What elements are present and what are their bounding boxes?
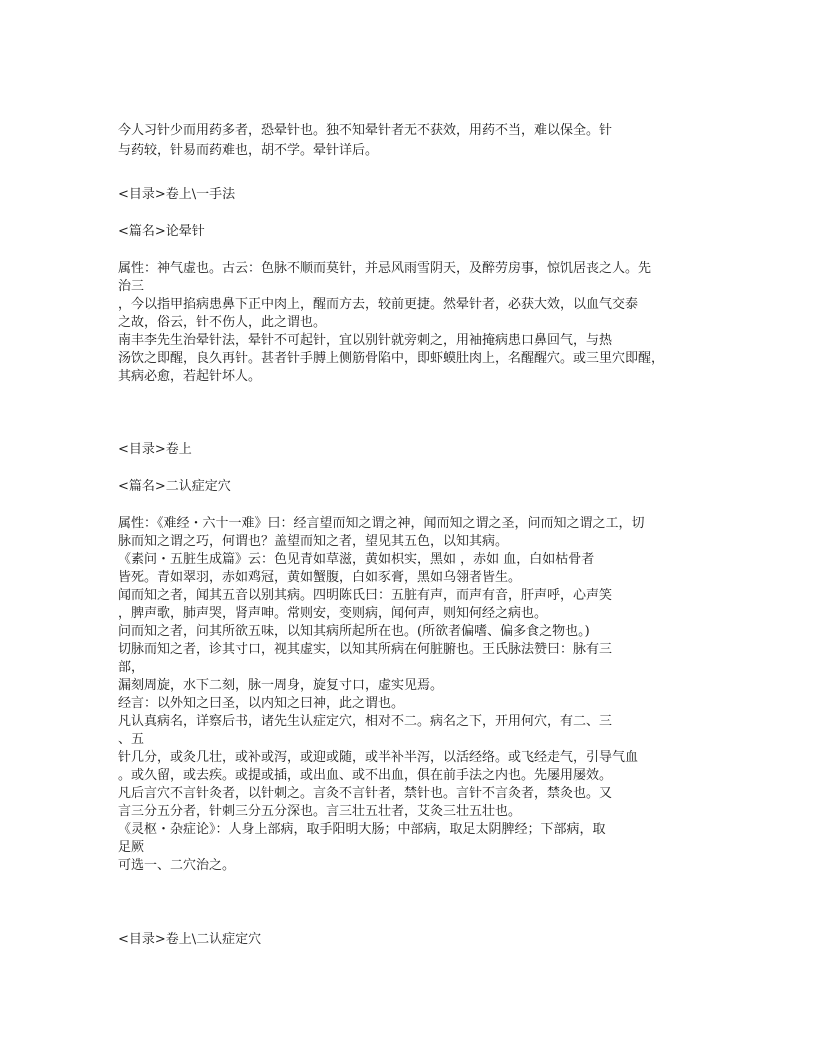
text-line: 。或久留，或去疾。或提或插，或出血、或不出血，俱在前手法之内也。先屡用屡效。 (118, 768, 613, 783)
text-line: 属性：神气虚也。古云：色脉不顺而莫针，并忌风雨雪阴天，及醉劳房事，惊饥居丧之人。先 (118, 261, 652, 276)
text-line: 部， (118, 660, 145, 675)
text-line: 可选一、二穴治之。 (118, 858, 236, 873)
text-line: 问而知之者，问其所欲五味，以知其病所起所在也。(所欲者偏嗜、偏多食之物也。) (118, 624, 590, 639)
text-line: 南丰李先生治晕针法，晕针不可起针，宜以别针就旁刺之，用袖掩病患口鼻回气，与热 (118, 333, 613, 348)
text-line: 闻而知之者，闻其五音以别其病。四明陈氏曰：五脏有声，而声有音，肝声呼，心声笑 (118, 588, 613, 603)
text-line: 《素问・五脏生成篇》云：色见青如草滋，黄如枳实，黑如 ，赤如 血，白如枯骨者 (118, 552, 595, 567)
text-line: ，脾声歌，肺声哭，肾声呻。常则安，变则病，闻何声，则知何经之病也。 (118, 606, 548, 621)
text-line: ，今以指甲掐病患鼻下正中肉上，醒而方去，较前更捷。然晕针者，必获大效，以血气交泰 (118, 297, 639, 312)
text-line: 之故，俗云，针不伤人，此之谓也。 (118, 315, 327, 330)
text-line: 脉而知之谓之巧，何谓也？盖望而知之者，望见其五色，以知其病。 (118, 534, 509, 549)
text-line: 皆死。青如翠羽，赤如鸡冠，黄如蟹腹，白如豕膏，黑如乌翎者皆生。 (118, 570, 522, 585)
text-line: 切脉而知之者，诊其寸口，视其虚实，以知其所病在何脏腑也。王氏脉法赞曰：脉有三 (118, 642, 613, 657)
text-line: 言三分五分者，针刺三分五分深也。言三壮五壮者，艾灸三壮五壮也。 (118, 804, 522, 819)
text-line: 其病必愈，若起针坏人。 (118, 369, 262, 384)
chapter-heading: <篇名>二认症定穴 (118, 479, 231, 494)
catalog-heading: <目录>卷上 (118, 442, 192, 457)
text-line: 经言：以外知之曰圣，以内知之曰神，此之谓也。 (118, 696, 405, 711)
text-line: 今人习针少而用药多者，恐晕针也。独不知晕针者无不获效，用药不当，难以保全。针 (118, 123, 613, 138)
text-line: 漏刻周旋，水下二刻，脉一周身，旋复寸口，虚实见焉。 (118, 678, 444, 693)
text-line: 《灵枢・杂症论》：人身上部病，取手阳明大肠；中部病，取足太阴脾经；下部病，取 (118, 822, 606, 837)
text-line: 针几分，或灸几壮，或补或泻，或迎或随，或半补半泻，以活经络。或飞经走气，引导气血 (118, 750, 639, 765)
text-line: 属性：《难经・六十一难》曰：经言望而知之谓之神，闻而知之谓之圣，问而知之谓之工，切 (118, 516, 645, 531)
catalog-heading: <目录>卷上\一手法 (118, 187, 236, 202)
chapter-heading: <篇名>论晕针 (118, 224, 205, 239)
text-line: 凡认真病名，详察后书，诸先生认症定穴，相对不二。病名之下，开用何穴，有二、三 (118, 714, 613, 729)
text-line: 、五 (118, 732, 145, 747)
text-line: 足厥 (118, 840, 145, 855)
text-line: 汤饮之即醒，良久再针。甚者针手膊上侧筋骨陷中，即虾蟆肚肉上，名醒醒穴。或三里穴即醒， (118, 351, 665, 366)
text-line: 治三 (118, 279, 145, 294)
text-line: 凡后言穴不言针灸者，以针刺之。言灸不言针者，禁针也。言针不言灸者，禁灸也。又 (118, 786, 613, 801)
text-line: 与药较，针易而药难也，胡不学。晕针详后。 (118, 143, 379, 158)
catalog-heading: <目录>卷上\二认症定穴 (118, 932, 262, 947)
